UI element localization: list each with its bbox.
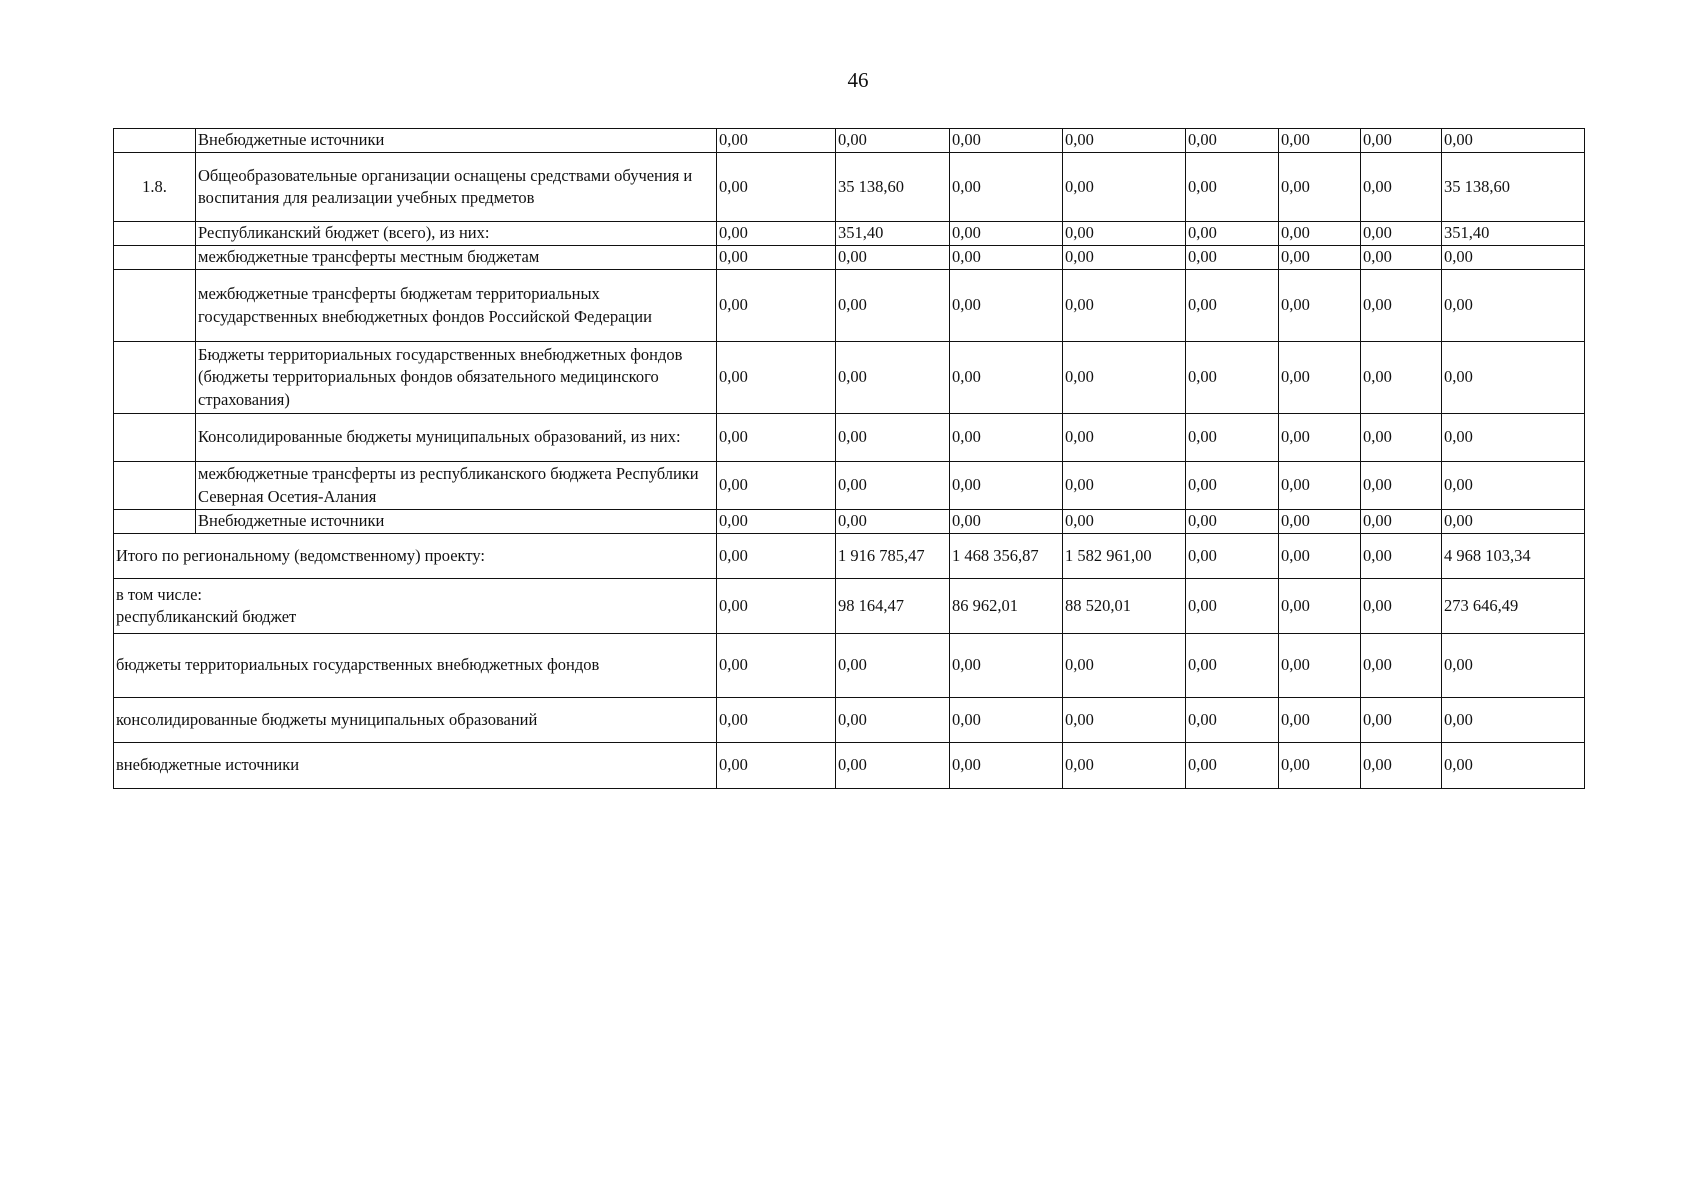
cell-value: 0,00 <box>1186 462 1279 510</box>
cell-value: 0,00 <box>1361 579 1442 634</box>
total-label: бюджеты территориальных государственных внебюджетных фондов <box>114 634 717 698</box>
budget-table <box>113 128 1585 789</box>
row-number <box>114 414 196 462</box>
cell-value: 0,00 <box>1279 510 1361 534</box>
cell-value: 0,00 <box>717 246 836 270</box>
table-row <box>114 414 1585 462</box>
cell-value: 0,00 <box>1279 246 1361 270</box>
cell-value: 0,00 <box>1442 270 1585 342</box>
row-label: Общеобразовательные организации оснащены средствами обучения и воспитания для реализации учебных предметов <box>196 153 717 222</box>
cell-value: 0,00 <box>1186 246 1279 270</box>
cell-value: 0,00 <box>1186 129 1279 153</box>
table-row <box>114 270 1585 342</box>
cell-value: 0,00 <box>1186 342 1279 414</box>
cell-value: 351,40 <box>1442 222 1585 246</box>
total-row <box>114 579 1585 634</box>
cell-value: 0,00 <box>1279 579 1361 634</box>
cell-value: 0,00 <box>717 270 836 342</box>
cell-value: 0,00 <box>950 414 1063 462</box>
cell-value: 0,00 <box>950 510 1063 534</box>
cell-value: 0,00 <box>1186 534 1279 579</box>
page-number: 46 <box>847 68 869 92</box>
total-row <box>114 634 1585 698</box>
cell-value: 0,00 <box>1186 222 1279 246</box>
cell-value: 0,00 <box>836 270 950 342</box>
cell-value: 0,00 <box>717 634 836 698</box>
cell-value: 0,00 <box>836 246 950 270</box>
cell-value: 0,00 <box>1063 342 1186 414</box>
cell-value: 0,00 <box>1186 743 1279 789</box>
cell-value: 1 468 356,87 <box>950 534 1063 579</box>
cell-value: 0,00 <box>1361 129 1442 153</box>
cell-value: 0,00 <box>717 414 836 462</box>
cell-value: 0,00 <box>1361 222 1442 246</box>
total-row <box>114 743 1585 789</box>
cell-value: 0,00 <box>1063 462 1186 510</box>
table-row <box>114 222 1585 246</box>
cell-value: 98 164,47 <box>836 579 950 634</box>
cell-value: 0,00 <box>950 342 1063 414</box>
cell-value: 0,00 <box>836 698 950 743</box>
cell-value: 0,00 <box>836 743 950 789</box>
cell-value: 0,00 <box>1442 129 1585 153</box>
cell-value: 0,00 <box>1186 510 1279 534</box>
cell-value: 1 916 785,47 <box>836 534 950 579</box>
table-row <box>114 246 1585 270</box>
cell-value: 0,00 <box>1279 270 1361 342</box>
cell-value: 0,00 <box>1361 462 1442 510</box>
cell-value: 0,00 <box>1361 342 1442 414</box>
cell-value: 0,00 <box>1279 462 1361 510</box>
cell-value: 0,00 <box>836 342 950 414</box>
cell-value: 0,00 <box>1279 153 1361 222</box>
row-number <box>114 510 196 534</box>
cell-value: 0,00 <box>1186 634 1279 698</box>
cell-value: 0,00 <box>717 510 836 534</box>
row-number <box>114 342 196 414</box>
cell-value: 0,00 <box>1442 342 1585 414</box>
row-number <box>114 246 196 270</box>
cell-value: 0,00 <box>836 634 950 698</box>
cell-value: 0,00 <box>950 634 1063 698</box>
cell-value: 0,00 <box>836 462 950 510</box>
table-row <box>114 129 1585 153</box>
cell-value: 0,00 <box>950 153 1063 222</box>
cell-value: 0,00 <box>1442 462 1585 510</box>
cell-value: 273 646,49 <box>1442 579 1585 634</box>
cell-value: 0,00 <box>717 698 836 743</box>
cell-value: 0,00 <box>1442 634 1585 698</box>
total-row <box>114 698 1585 743</box>
cell-value: 0,00 <box>1279 698 1361 743</box>
cell-value: 0,00 <box>950 462 1063 510</box>
cell-value: 0,00 <box>1442 698 1585 743</box>
cell-value: 35 138,60 <box>836 153 950 222</box>
cell-value: 0,00 <box>950 743 1063 789</box>
total-label: Итого по региональному (ведомственному) проекту: <box>114 534 717 579</box>
cell-value: 0,00 <box>717 129 836 153</box>
cell-value: 0,00 <box>1361 414 1442 462</box>
total-label <box>114 579 717 634</box>
cell-value: 0,00 <box>1361 510 1442 534</box>
cell-value: 35 138,60 <box>1442 153 1585 222</box>
cell-value: 0,00 <box>1279 743 1361 789</box>
row-label: Внебюджетные источники <box>196 510 717 534</box>
cell-value: 4 968 103,34 <box>1442 534 1585 579</box>
cell-value: 0,00 <box>717 579 836 634</box>
cell-value: 0,00 <box>1361 534 1442 579</box>
total-label-line: республиканский бюджет <box>116 607 297 626</box>
row-label: межбюджетные трансферты местным бюджетам <box>196 246 717 270</box>
row-label: Бюджеты территориальных государственных внебюджетных фондов (бюджеты территориальных фондов обязательного медицинского страхования) <box>196 342 717 414</box>
cell-value: 0,00 <box>1442 743 1585 789</box>
cell-value: 0,00 <box>1063 634 1186 698</box>
cell-value: 0,00 <box>1279 222 1361 246</box>
table-row <box>114 342 1585 414</box>
cell-value: 0,00 <box>1063 129 1186 153</box>
total-label-line: в том числе: <box>116 584 203 604</box>
cell-value: 1 582 961,00 <box>1063 534 1186 579</box>
cell-value: 0,00 <box>717 342 836 414</box>
cell-value: 0,00 <box>950 129 1063 153</box>
total-label: внебюджетные источники <box>114 743 717 789</box>
cell-value: 0,00 <box>1442 510 1585 534</box>
cell-value: 88 520,01 <box>1063 579 1186 634</box>
cell-value: 0,00 <box>950 698 1063 743</box>
row-number <box>114 270 196 342</box>
row-label: Внебюджетные источники <box>196 129 717 153</box>
cell-value: 0,00 <box>1063 510 1186 534</box>
cell-value: 0,00 <box>1063 222 1186 246</box>
cell-value: 0,00 <box>950 246 1063 270</box>
row-number <box>114 462 196 510</box>
cell-value: 0,00 <box>1063 153 1186 222</box>
row-number: 1.8. <box>114 153 196 222</box>
cell-value: 0,00 <box>1063 270 1186 342</box>
cell-value: 0,00 <box>717 462 836 510</box>
cell-value: 0,00 <box>1279 414 1361 462</box>
cell-value: 0,00 <box>717 153 836 222</box>
table-row <box>114 462 1585 510</box>
cell-value: 0,00 <box>1279 342 1361 414</box>
cell-value: 0,00 <box>1361 270 1442 342</box>
cell-value: 0,00 <box>1279 129 1361 153</box>
cell-value: 0,00 <box>1186 414 1279 462</box>
cell-value: 0,00 <box>1442 414 1585 462</box>
cell-value: 0,00 <box>1279 534 1361 579</box>
cell-value: 0,00 <box>836 414 950 462</box>
cell-value: 0,00 <box>1063 698 1186 743</box>
row-label: Республиканский бюджет (всего), из них: <box>196 222 717 246</box>
row-number <box>114 129 196 153</box>
cell-value: 0,00 <box>1186 698 1279 743</box>
cell-value: 0,00 <box>1361 743 1442 789</box>
cell-value: 0,00 <box>1186 153 1279 222</box>
row-number <box>114 222 196 246</box>
table-row <box>114 153 1585 222</box>
cell-value: 86 962,01 <box>950 579 1063 634</box>
cell-value: 0,00 <box>717 222 836 246</box>
cell-value: 0,00 <box>1063 414 1186 462</box>
row-label: межбюджетные трансферты из республиканского бюджета Республики Северная Осетия-Алания <box>196 462 717 510</box>
cell-value: 0,00 <box>836 510 950 534</box>
cell-value: 0,00 <box>950 222 1063 246</box>
total-label: консолидированные бюджеты муниципальных образований <box>114 698 717 743</box>
cell-value: 0,00 <box>1063 246 1186 270</box>
cell-value: 0,00 <box>717 534 836 579</box>
row-label: Консолидированные бюджеты муниципальных образований, из них: <box>196 414 717 462</box>
cell-value: 0,00 <box>1361 246 1442 270</box>
cell-value: 0,00 <box>950 270 1063 342</box>
table-row <box>114 510 1585 534</box>
cell-value: 0,00 <box>1361 153 1442 222</box>
cell-value: 0,00 <box>836 129 950 153</box>
cell-value: 0,00 <box>1186 270 1279 342</box>
cell-value: 0,00 <box>1186 579 1279 634</box>
row-label: межбюджетные трансферты бюджетам территориальных государственных внебюджетных фондов Российской Федерации <box>196 270 717 342</box>
cell-value: 0,00 <box>1063 743 1186 789</box>
cell-value: 351,40 <box>836 222 950 246</box>
cell-value: 0,00 <box>1361 698 1442 743</box>
total-row <box>114 534 1585 579</box>
cell-value: 0,00 <box>1361 634 1442 698</box>
cell-value: 0,00 <box>1279 634 1361 698</box>
cell-value: 0,00 <box>1442 246 1585 270</box>
cell-value: 0,00 <box>717 743 836 789</box>
